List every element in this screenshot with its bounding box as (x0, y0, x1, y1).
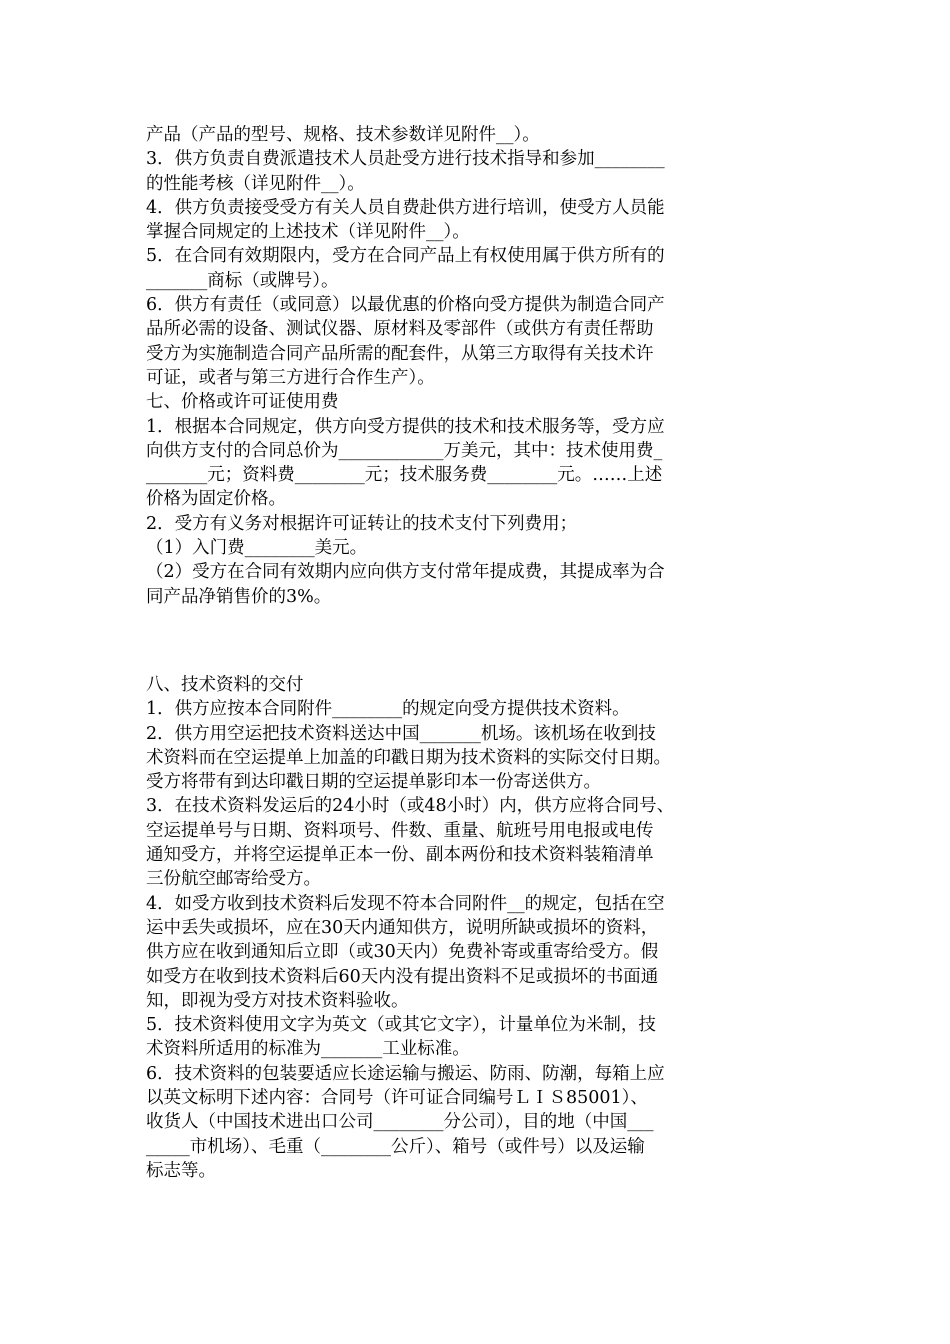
text-line: 价格为固定价格。 (146, 489, 286, 510)
contract-section-upper (146, 123, 826, 609)
text-line: 6．供方有责任（或同意）以最优惠的价格向受方提供为制造合同产 (146, 295, 665, 316)
text-line: 供方应在收到通知后立即（或30天内）免费补寄或重寄给受方。假 (146, 942, 659, 963)
text-line: 术资料所适用的标准为_______工业标准。 (146, 1039, 470, 1060)
text-line: 4．如受方收到技术资料后发现不符本合同附件__的规定，包括在空 (146, 893, 665, 914)
text-line: 5．技术资料使用文字为英文（或其它文字），计量单位为米制，技 (146, 1015, 656, 1036)
text-line: 向供方支付的合同总价为____________万美元，其中：技术使用费_ (146, 440, 663, 461)
text-line: _______元；资料费________元；技术服务费________元。……上述 (146, 465, 663, 486)
text-line: 3．供方负责自费派遣技术人员赴受方进行技术指导和参加________ (146, 149, 665, 170)
text-line: 产品（产品的型号、规格、技术参数详见附件__）。 (146, 125, 540, 145)
text-line: 掌握合同规定的上述技术（详见附件__）。 (146, 222, 470, 243)
text-line: 收货人（中国技术进出口公司________分公司），目的地（中国___ (146, 1112, 654, 1133)
text-line: 1．根据本合同规定，供方向受方提供的技术和技术服务等，受方应 (146, 416, 665, 437)
text-line: （1）入门费________美元。 (146, 538, 368, 559)
text-line: 6．技术资料的包装要适应长途运输与搬运、防雨、防潮，每箱上应 (146, 1063, 665, 1084)
text-line: 受方为实施制造合同产品所需的配套件，从第三方取得有关技术许 (146, 343, 654, 364)
contract-section-lower (146, 673, 826, 1183)
text-line: 术资料而在空运提单上加盖的印戳日期为技术资料的实际交付日期。 (146, 747, 671, 768)
text-line: 以英文标明下述内容：合同号（许可证合同编号ＬＩＳ85001）、 (146, 1088, 648, 1109)
text-line: （2）受方在合同有效期内应向供方支付常年提成费，其提成率为合 (146, 562, 665, 583)
text-line: 七、价格或许可证使用费 (146, 392, 339, 413)
text-line: 同产品净销售价的3%。 (146, 586, 332, 607)
text-line: 4．供方负责接受受方有关人员自费赴供方进行培训，使受方人员能 (146, 197, 665, 218)
text-line: 2．受方有义务对根据许可证转让的技术支付下列费用； (146, 513, 578, 534)
text-line: 知，即视为受方对技术资料验收。 (146, 990, 409, 1011)
text-line: 三份航空邮寄给受方。 (146, 869, 321, 890)
text-line: 2．供方用空运把技术资料送达中国_______机场。该机场在收到技 (146, 723, 656, 744)
text-line: 3．在技术资料发运后的24小时（或48小时）内，供方应将合同号、 (146, 796, 675, 817)
text-line: _____市机场）、毛重（________公斤）、箱号（或件号）以及运输 (146, 1136, 645, 1157)
text-line: 空运提单号与日期、资料项号、件数、重量、航班号用电报或电传 (146, 820, 654, 841)
text-line: 1．供方应按本合同附件________的规定向受方提供技术资料。 (146, 699, 630, 720)
text-line: 标志等。 (146, 1160, 216, 1181)
text-line: 的性能考核（详见附件__）。 (146, 173, 365, 194)
text-line: 受方将带有到达印戳日期的空运提单影印本一份寄送供方。 (146, 772, 601, 793)
text-line: 5．在合同有效期限内，受方在合同产品上有权使用属于供方所有的 (146, 246, 665, 267)
text-line: 运中丢失或损坏，应在30天内通知供方，说明所缺或损坏的资料， (146, 917, 659, 938)
text-line: 通知受方，并将空运提单正本一份、副本两份和技术资料装箱清单 (146, 845, 654, 866)
text-line: _______商标（或牌号）。 (146, 270, 339, 291)
text-line: 可证，或者与第三方进行合作生产）。 (146, 367, 435, 388)
text-line: 如受方在收到技术资料后60天内没有提出资料不足或损坏的书面通 (146, 966, 659, 987)
text-line: 八、技术资料的交付 (146, 675, 304, 695)
text-line: 品所必需的设备、测试仪器、原材料及零部件（或供方有责任帮助 (146, 319, 654, 340)
